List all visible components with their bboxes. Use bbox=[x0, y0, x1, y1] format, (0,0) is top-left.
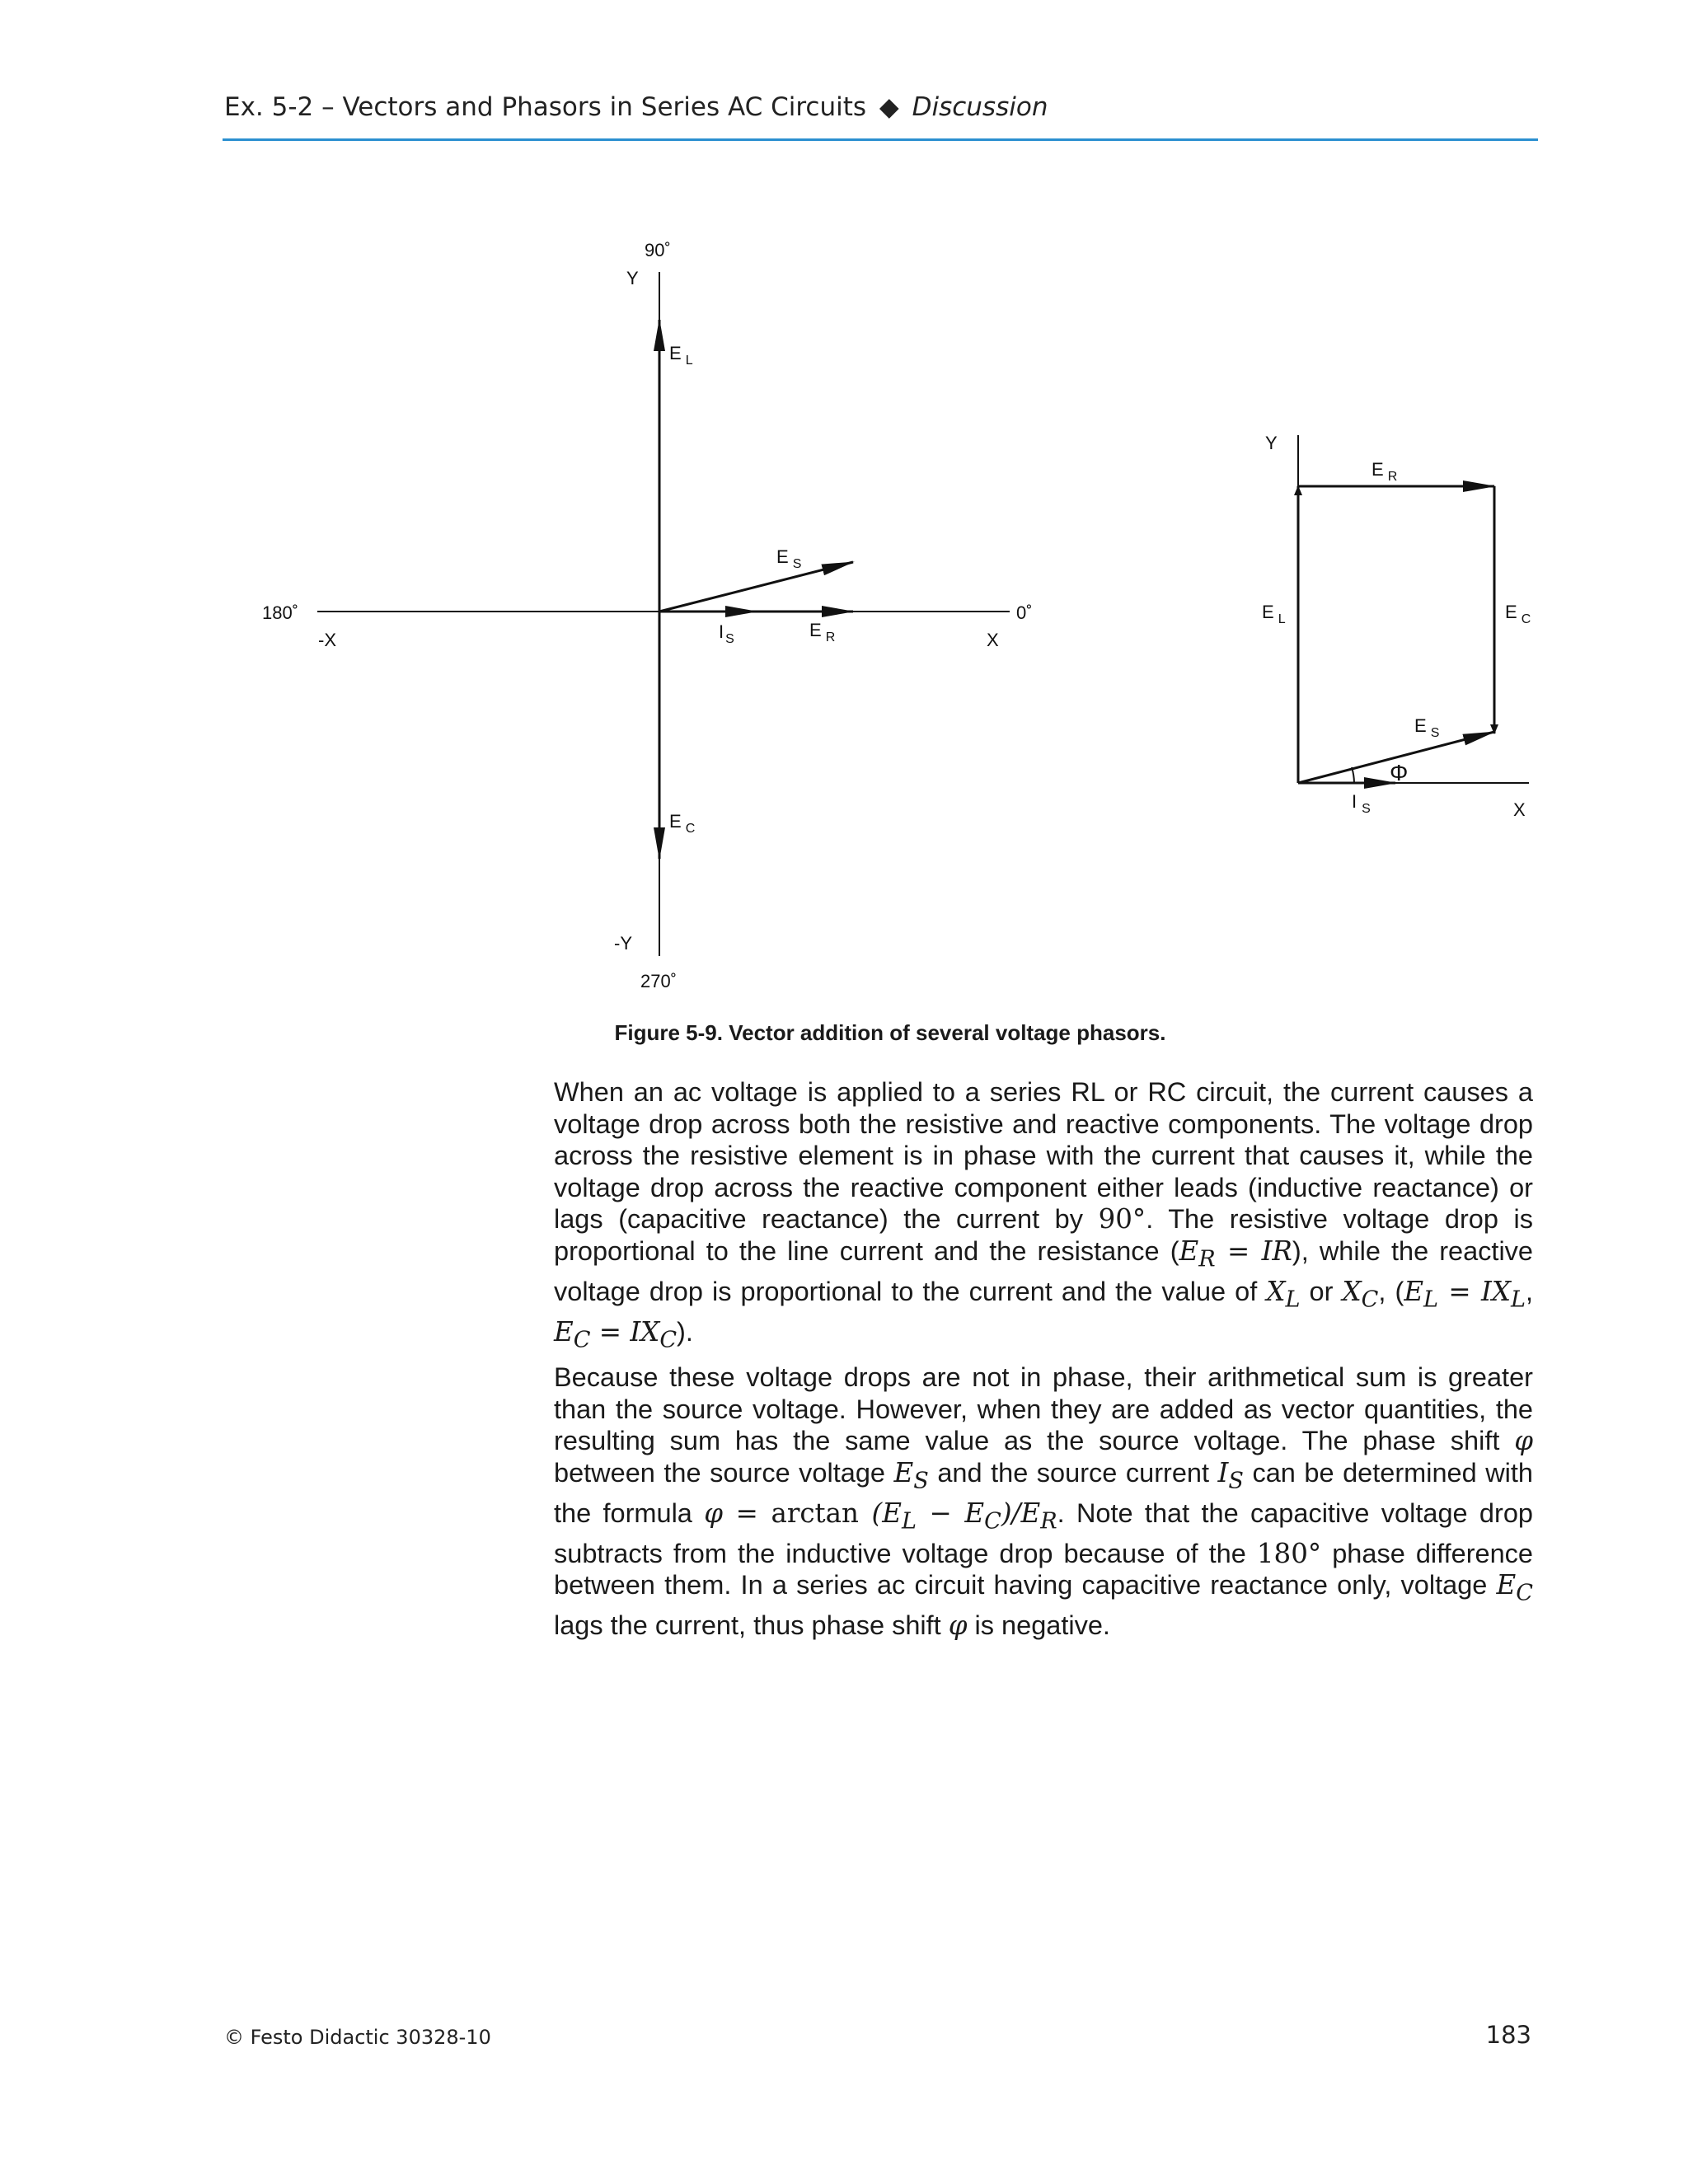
label-270: 270˚ bbox=[640, 971, 678, 991]
label-90: 90˚ bbox=[645, 240, 671, 260]
label-er: E $_R$ bbox=[809, 620, 836, 644]
label-x: X bbox=[987, 630, 999, 650]
footer-copyright: © Festo Didactic 30328-10 bbox=[224, 2026, 491, 2049]
label-x: X bbox=[1513, 799, 1526, 820]
label-y: Y bbox=[1265, 433, 1278, 453]
label-el: E $_L$ bbox=[1262, 602, 1286, 626]
label-0: 0˚ bbox=[1016, 602, 1033, 623]
label-ec: E $_C$ bbox=[1505, 602, 1531, 626]
label-180: 180˚ bbox=[262, 602, 299, 623]
figure-caption: Figure 5-9. Vector addition of several voltage phasors. bbox=[614, 1020, 1166, 1045]
label-neg-y: -Y bbox=[614, 933, 632, 954]
label-is: I $_S$ bbox=[1352, 791, 1371, 816]
phasor-figure bbox=[0, 0, 1688, 1071]
label-ec: E $_C$ bbox=[669, 811, 696, 836]
phasor-diagram-right bbox=[1262, 433, 1531, 820]
paragraph-2: Because these voltage drops are not in phase, their arithmetical sum is greater than the source voltage. However, when they are added as vector quantities, the resulting sum has the same value as the source voltage. The phase shift φ between the source voltage $E_S$ and the source current $I_S$ can be determined with the formula $\varphi = \arctan (E_L - E_C)/E_R$. Note that the capacitive voltage drop subtracts from the inductive voltage drop because of the 180° phase difference between them. In a series ac circuit having capacitive reactance only, voltage $E_C$ lags the current, thus phase shift φ is negative. bbox=[554, 1362, 1533, 1641]
header-section: Discussion bbox=[912, 92, 1048, 122]
header-title: Ex. 5-2 – Vectors and Phasors in Series AC Circuits bbox=[224, 92, 867, 122]
phasor-diagram-left bbox=[262, 240, 1033, 991]
label-es: E $_S$ bbox=[1414, 715, 1440, 740]
page-number: 183 bbox=[1485, 2021, 1531, 2049]
diamond-icon: ◆ bbox=[879, 92, 899, 122]
label-neg-x: -X bbox=[318, 630, 336, 650]
label-er: E $_R$ bbox=[1372, 459, 1398, 484]
phasor-es bbox=[659, 562, 853, 612]
label-is: I $_S$ bbox=[719, 621, 734, 646]
label-y: Y bbox=[626, 268, 639, 288]
label-el: E $_L$ bbox=[669, 343, 693, 368]
label-phi: Φ bbox=[1390, 760, 1409, 785]
label-es: E $_S$ bbox=[776, 546, 802, 571]
paragraph-1: When an ac voltage is applied to a series RL or RC circuit, the current causes a voltage drop across both the resistive and reactive components. The voltage drop across the resistive element is in phase with the current that causes it, while the voltage drop across the reactive component either leads (inductive reactance) or lags (capacitive reactance) the current by 90°. The resistive voltage drop is proportional to the line current and the resistance $(E_R = IR)$, while the reactive voltage drop is proportional to the current and the value of $X_L$ or $X_C$, ($E_L = IX_L$, $E_C = IX_C$). bbox=[554, 1077, 1533, 1352]
